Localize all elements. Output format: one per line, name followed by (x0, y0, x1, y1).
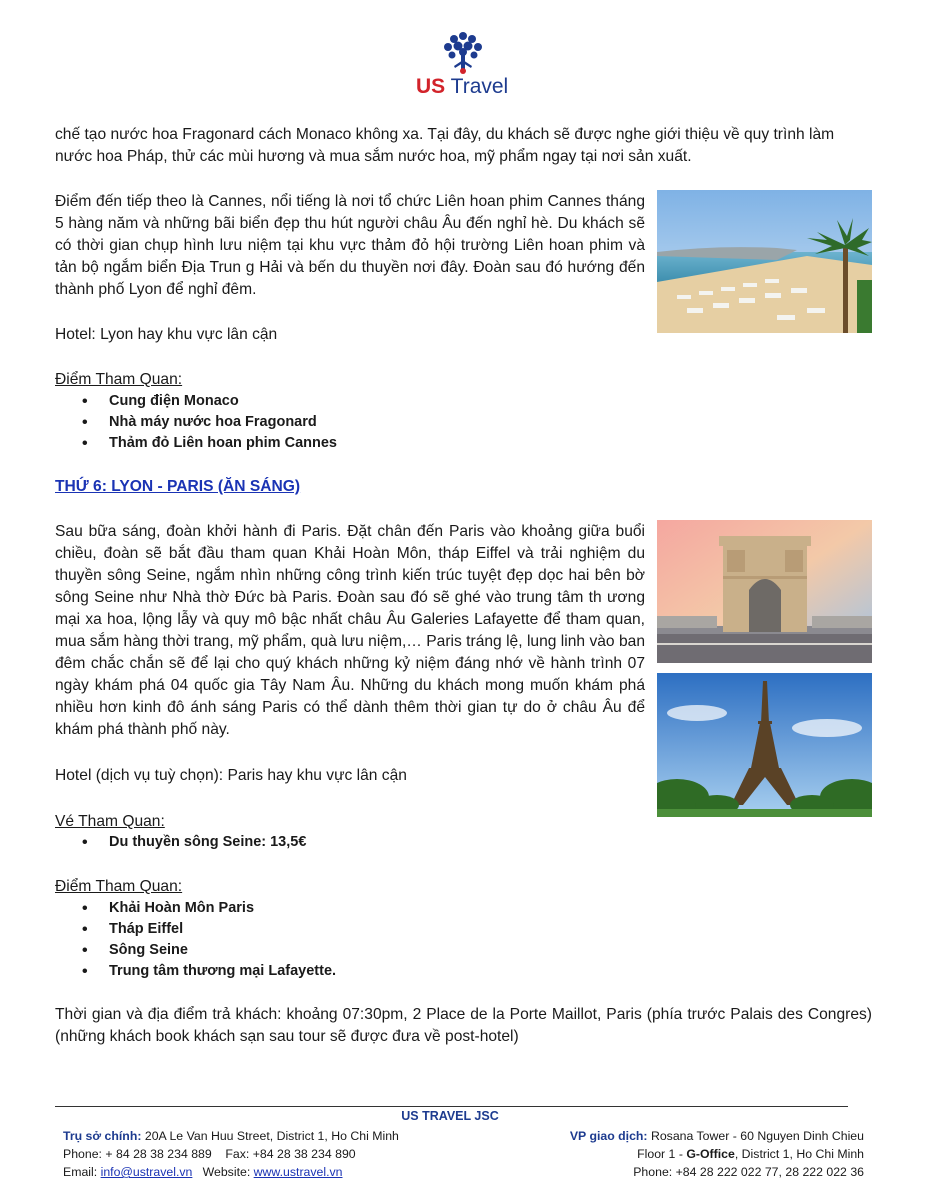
hotel-paris: Hotel (dịch vụ tuỳ chọn): Paris hay khu vực lân cận (55, 767, 407, 784)
list-item: • Sông Seine (55, 940, 336, 961)
day6-paragraph: Sau bữa sáng, đoàn khởi hành đi Paris. Đặt chân đến Paris vào khoảng giữa buổi chiều, đoàn sẽ bắt đầu tham quan Khải Hoàn Môn, tháp Eiffel và trải nghiệm du thuyền sông Seine, ngắm nhìn những công trình kiến trúc tuyệt đẹp dọc hai bên bờ sông Seine như Nhà thờ Đức bà Paris. Đoàn sau đó sẽ ghé vào trung tâm th ương mại xa hoa, lộng lẫy và quy mô bậc nhất châu Âu Galeries Lafayette để tham quan, mua sắm hàng thời trang, mỹ phẩm, quà lưu niệm,… Paris tráng lệ, lung linh vào ban đêm chắc chắn sẽ để lại cho quý khách những kỷ niệm đáng nhớ về hành trình 07 ngày khám phá 04 quốc gia Tây Nam Âu. Những du khách mong muốn khám phá nhiều hơn kinh đô ánh sáng Paris có thể dành thêm thời gian tự do ở châu Âu để khám phá thành phố này. (55, 523, 645, 738)
footer-hq-phone: Phone: + 84 28 38 234 889 Fax: +84 28 38 234 890 (63, 1147, 356, 1161)
sights-label-day5: Điểm Tham Quan: (55, 371, 183, 388)
footer-contact-line (63, 1163, 343, 1181)
arc-de-triomphe-photo (657, 520, 872, 663)
list-item: • Khải Hoàn Môn Paris (55, 898, 336, 919)
sights-list-day6 (55, 898, 336, 982)
list-item: • Thảm đỏ Liên hoan phim Cannes (55, 433, 337, 454)
footer-divider (55, 1106, 848, 1107)
office-floor-prefix: Floor 1 - (637, 1147, 687, 1161)
footer-office-floor (637, 1145, 864, 1163)
logo-wordmark (416, 75, 508, 99)
us-travel-logo (410, 30, 518, 100)
tickets-label: Vé Tham Quan: (55, 813, 165, 830)
sights-list-day5 (55, 391, 337, 454)
list-item: • Nhà máy nước hoa Fragonard (55, 412, 337, 433)
office-label: VP giao dịch: (569, 1129, 648, 1143)
website-link[interactable]: www.ustravel.vn (253, 1165, 343, 1179)
hq-address: 20A Le Van Huu Street, District 1, Ho Chi Minh (141, 1129, 399, 1143)
footer-office-phone: Phone: +84 28 222 022 77, 28 222 022 36 (633, 1165, 864, 1179)
logo-travel-text: Travel (450, 75, 509, 98)
cannes-paragraph: Điểm đến tiếp theo là Cannes, nổi tiếng là nơi tổ chức Liên hoan phim Cannes tháng 5 hàng năm và những bãi biển đẹp thu hút người châu Âu đến nghỉ hè. Du khách sẽ có thời gian chụp hình lưu niệm tại khu vực thảm đỏ hội trường Liên hoan phim và tản bộ ngắm biển Địa Trun g Hải và bến du thuyền nơi đây. Đoàn sau đó hướng đến thành phố Lyon để nghỉ đêm. (55, 193, 645, 298)
footer-office-line (570, 1127, 864, 1145)
logo-us-text: US (416, 75, 446, 98)
hotel-lyon: Hotel: Lyon hay khu vực lân cận (55, 326, 278, 343)
list-item: • Cung điện Monaco (55, 391, 337, 412)
tree-icon (440, 30, 486, 74)
list-item: • Trung tâm thương mại Lafayette. (55, 961, 336, 982)
email-label: Email: (63, 1165, 101, 1179)
eiffel-tower-photo (657, 673, 872, 817)
tickets-list (55, 832, 306, 853)
office-floor-suffix: , District 1, Ho Chi Minh (734, 1147, 864, 1161)
hq-label: Trụ sở chính: (63, 1129, 142, 1143)
footer-hq-line (63, 1127, 399, 1145)
website-label: Website: (192, 1165, 254, 1179)
intro-paragraph: chế tạo nước hoa Fragonard cách Monaco không xa. Tại đây, du khách sẽ được nghe giới thiệu về quy trình làm nước hoa Pháp, thử các mùi hương và mua sắm nước hoa, mỹ phẩm ngay tại nơi sản xuất. (55, 126, 835, 165)
list-item: • Du thuyền sông Seine: 13,5€ (55, 832, 306, 853)
sights-label-day6: Điểm Tham Quan: (55, 878, 183, 895)
footer-company-name: US TRAVEL JSC (401, 1109, 499, 1123)
dropoff-paragraph: Thời gian và địa điểm trả khách: khoảng 07:30pm, 2 Place de la Porte Maillot, Paris (phía trước Palais des Congres) (những khách book khách sạn sau tour sẽ được đưa về post-hotel) (55, 1006, 872, 1045)
email-link[interactable]: info@ustravel.vn (100, 1165, 193, 1179)
day6-heading-link[interactable]: THỨ 6: LYON - PARIS (ĂN SÁNG) (55, 478, 301, 495)
cannes-beach-photo (657, 190, 872, 333)
office-address: Rosana Tower - 60 Nguyen Dinh Chieu (647, 1129, 864, 1143)
office-floor-name: G-Office (686, 1147, 735, 1161)
list-item: • Tháp Eiffel (55, 919, 336, 940)
